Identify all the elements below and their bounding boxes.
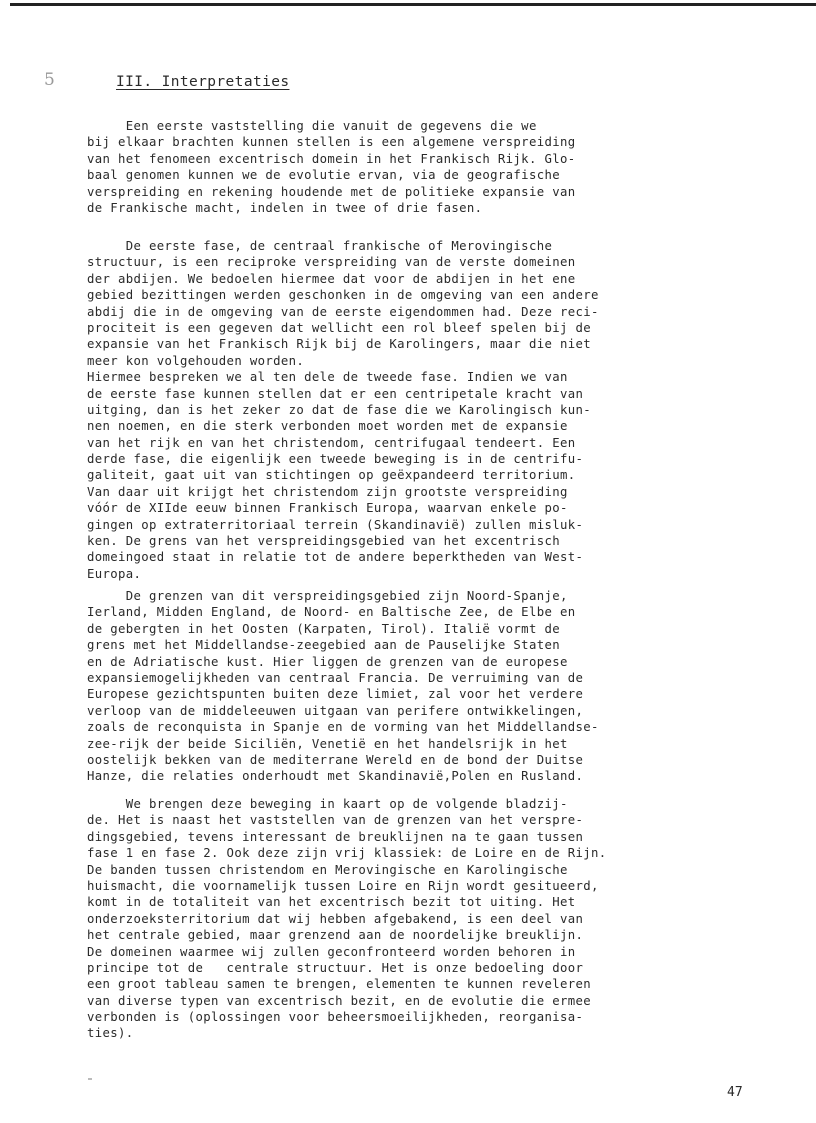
text-line: verspreiding en rekening houdende met de politieke expansie van bbox=[87, 184, 576, 199]
paragraph bbox=[87, 118, 757, 216]
text-line: huismacht, die voornamelijk tussen Loire en Rijn wordt gesitueerd, bbox=[87, 878, 599, 893]
text-line: prociteit is een gegeven dat wellicht een rol bleef spelen bij de bbox=[87, 320, 591, 335]
text-line: Europese gezichtspunten buiten deze limiet, zal voor het verdere bbox=[87, 687, 584, 702]
text-line: De banden tussen christendom en Merovingische en Karolingische bbox=[87, 862, 568, 877]
text-line: uitging, dan is het zeker zo dat de fase die we Karolingisch kun- bbox=[87, 402, 591, 417]
text-line: expansie van het Frankisch Rijk bij de Karolingers, maar die niet bbox=[87, 337, 591, 352]
text-line: oostelijk bekken van de mediterrane Wereld en de bond der Duitse bbox=[87, 752, 584, 767]
text-line: der abdijen. We bedoelen hiermee dat voor de abdijen in het ene bbox=[87, 271, 576, 286]
text-line: derde fase, die eigenlijk een tweede beweging is in de centrifu- bbox=[87, 452, 584, 467]
text-line: De domeinen waarmee wij zullen geconfronteerd worden behoren in bbox=[87, 944, 576, 959]
paragraph bbox=[87, 796, 757, 1042]
text-line: het centrale gebied, maar grenzend aan de noordelijke breuklijn. bbox=[87, 928, 584, 943]
text-line: zee-rijk der beide Siciliën, Venetië en het handelsrijk in het bbox=[87, 736, 568, 751]
text-line: principe tot de centrale structuur. Het is onze bedoeling door bbox=[87, 960, 584, 975]
text-line: gebied bezittingen werden geschonken in de omgeving van een andere bbox=[87, 288, 599, 303]
section-heading: III. Interpretaties bbox=[116, 74, 290, 90]
text-line: We brengen deze beweging in kaart op de volgende bladzij- bbox=[87, 797, 568, 811]
text-line: vóór de XIIde eeuw binnen Frankisch Europa, waarvan enkele po- bbox=[87, 501, 568, 516]
text-line: een groot tableau samen te brengen, elementen te kunnen reveleren bbox=[87, 977, 591, 992]
text-line: onderzoeksterritorium dat wij hebben afgebakend, is een deel van bbox=[87, 911, 584, 926]
paragraph bbox=[87, 588, 757, 785]
text-line: grens met het Middellandse-zeegebied aan de Pauselijke Staten bbox=[87, 638, 560, 653]
text-line: structuur, is een reciproke verspreiding van de verste domeinen bbox=[87, 255, 576, 270]
text-line: en de Adriatische kust. Hier liggen de grenzen van de europese bbox=[87, 654, 568, 669]
text-line: de eerste fase kunnen stellen dat er een centripetale kracht van bbox=[87, 386, 584, 401]
text-line: de Frankische macht, indelen in twee of drie fasen. bbox=[87, 200, 483, 215]
margin-mark: 5 bbox=[44, 70, 55, 90]
text-line: De eerste fase, de centraal frankische of Merovingische bbox=[87, 239, 553, 253]
text-line: Europa. bbox=[87, 566, 142, 581]
text-line: De grenzen van dit verspreidingsgebied zijn Noord-Spanje, bbox=[87, 589, 568, 603]
text-line: bij elkaar brachten kunnen stellen is een algemene verspreiding bbox=[87, 135, 576, 150]
text-line: domeingoed staat in relatie tot de andere beperktheden van West- bbox=[87, 550, 584, 565]
text-line: Hiermee bespreken we al ten dele de tweede fase. Indien we van bbox=[87, 370, 568, 385]
paragraph bbox=[87, 238, 757, 582]
text-line: van diverse typen van excentrisch bezit, en de evolutie die ermee bbox=[87, 993, 591, 1008]
text-line: ties). bbox=[87, 1026, 134, 1041]
text-line: fase 1 en fase 2. Ook deze zijn vrij klassiek: de Loire en de Rijn. bbox=[87, 846, 607, 861]
text-line: abdij die in de omgeving van de eerste eigendommen had. Deze reci- bbox=[87, 304, 599, 319]
text-line: Van daar uit krijgt het christendom zijn grootste verspreiding bbox=[87, 484, 568, 499]
text-line: dingsgebied, tevens interessant de breuklijnen na te gaan tussen bbox=[87, 829, 584, 844]
text-line: gingen op extraterritoriaal terrein (Skandinavië) zullen misluk- bbox=[87, 517, 584, 532]
text-line: van het rijk en van het christendom, centrifugaal tendeert. Een bbox=[87, 435, 576, 450]
text-line: ken. De grens van het verspreidingsgebied van het excentrisch bbox=[87, 534, 560, 549]
text-line: zoals de reconquista in Spanje en de vorming van het Middellandse- bbox=[87, 720, 599, 735]
text-line: galiteit, gaat uit van stichtingen op geëxpandeerd territorium. bbox=[87, 468, 576, 483]
text-line: de. Het is naast het vaststellen van de grenzen van het verspre- bbox=[87, 813, 584, 828]
text-line: meer kon volgehouden worden. bbox=[87, 353, 305, 368]
text-line: nen noemen, en die sterk verbonden moet worden met de expansie bbox=[87, 419, 568, 434]
text-line: baal genomen kunnen we de evolutie ervan, via de geografische bbox=[87, 168, 560, 183]
text-line: Een eerste vaststelling die vanuit de gegevens die we bbox=[87, 119, 537, 133]
text-line: de gebergten in het Oosten (Karpaten, Tirol). Italië vormt de bbox=[87, 621, 560, 636]
text-line: verbonden is (oplossingen voor beheersmoeilijkheden, reorganisa- bbox=[87, 1010, 584, 1025]
text-line: Ierland, Midden England, de Noord- en Baltische Zee, de Elbe en bbox=[87, 605, 576, 620]
scan-top-edge bbox=[10, 3, 816, 6]
text-line: van het fenomeen excentrisch domein in het Frankisch Rijk. Glo- bbox=[87, 151, 576, 166]
text-line: expansiemogelijkheden van centraal Francia. De verruiming van de bbox=[87, 670, 584, 685]
page-number: 47 bbox=[727, 1085, 743, 1100]
text-line: verloop van de middeleeuwen uitgaan van perifere ontwikkelingen, bbox=[87, 703, 584, 718]
scan-speck bbox=[88, 1078, 92, 1080]
text-line: Hanze, die relaties onderhoudt met Skandinavië,Polen en Rusland. bbox=[87, 769, 584, 784]
text-line: komt in de totaliteit van het excentrisch bezit tot uiting. Het bbox=[87, 895, 576, 910]
